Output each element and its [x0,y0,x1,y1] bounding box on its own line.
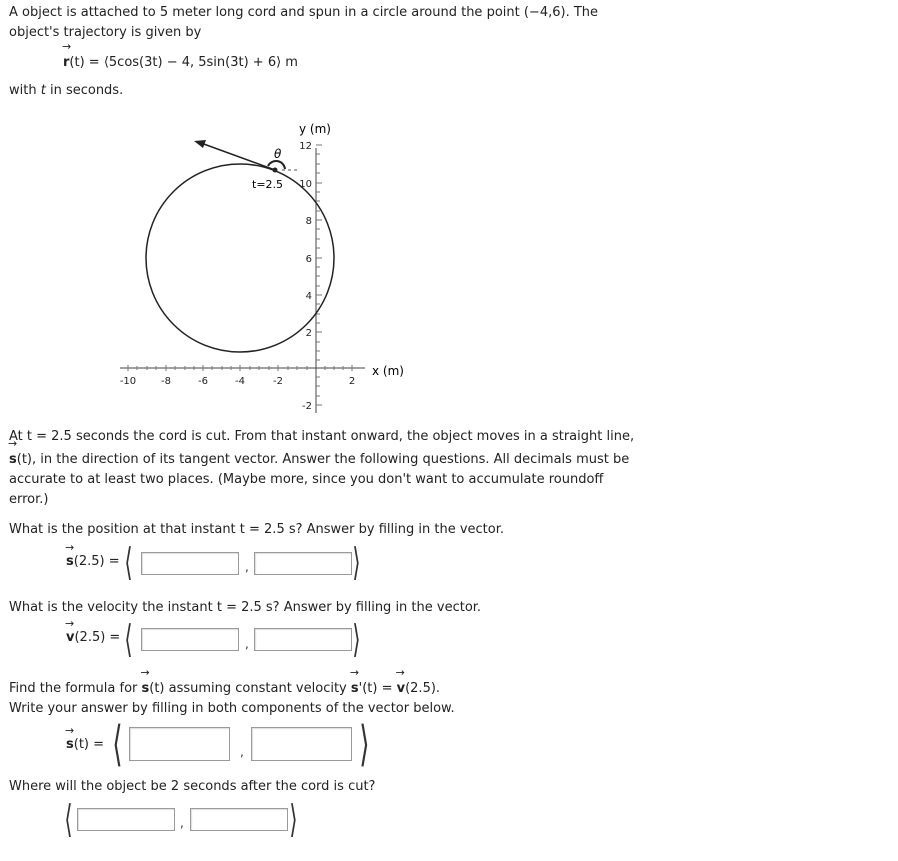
theta-label: θ [274,147,282,161]
right-angle-bracket: ⟩ [289,797,298,841]
velocity-y-input[interactable] [254,628,352,651]
x-axis-label: x (m) [372,364,404,378]
q4-text: Where will the object be 2 seconds after the cord is cut? [9,779,376,794]
comma: , [245,560,249,574]
formula-y-input[interactable] [251,727,352,761]
tangent-line [201,143,275,170]
y-tick-label: 10 [299,179,312,190]
comma: , [240,745,244,759]
left-angle-bracket: ⟨ [124,617,133,661]
s-vector-symbol: → s [142,679,150,699]
para-line-2: → s(t), in the direction of its tangent vector. Answer the following questions. All decimals must be [9,450,629,470]
with-t-text: with t in seconds. [9,83,124,98]
q2-text: What is the velocity the instant t = 2.5 s? Answer by filling in the vector. [9,600,482,615]
q2-lhs: → v(2.5) = [66,630,120,645]
trajectory-formula [63,53,298,73]
q3-lhs: → s(t) = [66,737,104,752]
left-angle-bracket: ⟨ [64,797,73,841]
q3-line-1: Find the formula for → s(t) assuming constant velocity → s'(t) = → v(2.5). [9,679,440,699]
tangent-arrowhead [194,140,206,148]
v-vector-symbol: → v [66,630,74,645]
comma: , [245,637,249,651]
x-tick-label: -4 [235,376,245,387]
y-tick-label: -2 [302,401,312,412]
s-vector-symbol: → s [66,554,74,569]
trajectory-figure [110,118,530,418]
q1-text: What is the position at that instant t = 2.5 s? Answer by filling in the vector. [9,522,505,537]
v-vector-symbol: → v [397,679,405,699]
time-label: t=2.5 [252,178,284,191]
para-line-3: accurate to at least two places. (Maybe more, since you don't want to accumulate roundoff [9,472,604,487]
y-axis-label: y (m) [299,122,331,136]
y-tick-label: 4 [305,291,312,302]
after-2s-x-input[interactable] [77,808,175,831]
s-vector-symbol: → s [9,450,17,470]
q1-lhs: → s(2.5) = [66,554,120,569]
s-vector-symbol: → s [351,679,359,699]
x-tick-label: 2 [348,376,356,387]
intro-line-2: object's trajectory is given by [9,25,202,40]
r-vector-symbol: → r [63,53,69,73]
para-line-4: error.) [9,492,49,507]
comma: , [180,816,184,830]
velocity-x-input[interactable] [141,628,239,651]
x-tick-label: -6 [198,376,208,387]
x-tick-label: -2 [273,376,283,387]
y-tick-label: 6 [305,254,312,265]
y-tick-label: 8 [305,216,312,227]
left-angle-bracket: ⟨ [124,540,133,584]
point-at-t [273,168,278,173]
position-x-input[interactable] [141,552,239,575]
right-angle-bracket: ⟩ [352,540,361,584]
x-tick-label: -8 [161,376,171,387]
left-angle-bracket: ⟨ [112,716,123,772]
x-tick-label: -10 [119,376,137,387]
y-tick-label: 12 [299,141,312,152]
right-angle-bracket: ⟩ [352,617,361,661]
intro-line-1: A object is attached to 5 meter long cord and spun in a circle around the point (−4,6). The [9,5,599,20]
formula-rhs: ⟨5cos(3t) − 4, 5sin(3t) + 6⟩ m [103,55,298,70]
after-2s-y-input[interactable] [190,808,288,831]
position-y-input[interactable] [254,552,352,575]
s-vector-symbol: → s [66,737,74,752]
formula-x-input[interactable] [129,727,230,761]
q3-line-2: Write your answer by filling in both components of the vector below. [9,701,455,716]
para-line-1: At t = 2.5 seconds the cord is cut. From that instant onward, the object moves in a straight line, [9,429,635,444]
formula-lhs: (t) = [69,55,104,70]
y-tick-label: 2 [305,328,312,339]
right-angle-bracket: ⟩ [359,716,370,772]
